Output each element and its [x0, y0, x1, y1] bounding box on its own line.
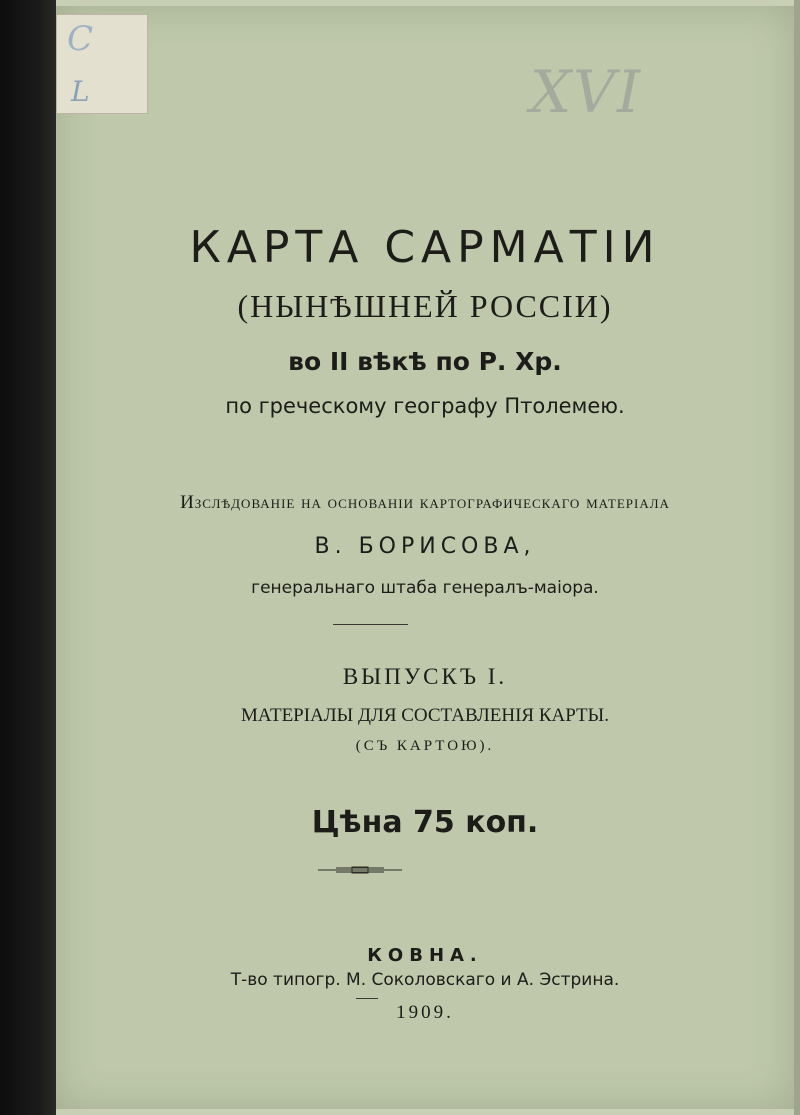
- author-name: В. БОРИСОВА,: [314, 534, 536, 559]
- publication-year: 1909.: [396, 1002, 454, 1023]
- century-line: во II вѣкѣ по Р. Хр.: [288, 347, 562, 376]
- issue-title: МАТЕРІАЛЫ ДЛЯ СОСТАВЛЕНІЯ КАРТЫ.: [241, 705, 609, 726]
- page-edge: [794, 0, 800, 1115]
- source-line: по греческому географу Птолемею.: [225, 394, 625, 418]
- research-line: Изслѣдованіе на основаніи картографическаго матеріала: [180, 492, 670, 513]
- issue-number: ВЫПУСКЪ I.: [342, 664, 508, 689]
- divider-rule: [333, 624, 408, 625]
- book-spine: [0, 0, 56, 1115]
- label-mark-top: С: [67, 19, 94, 59]
- book-subtitle: (НЫНѢШНЕЙ РОССІИ): [237, 288, 613, 324]
- ornament-rule: [318, 866, 402, 874]
- handwritten-shelfmark: XVI: [530, 58, 643, 126]
- short-rule: [356, 998, 378, 999]
- printer-line: Т-во типогр. М. Соколовскаго и А. Эстрина.: [230, 970, 620, 990]
- publication-city: КОВНА.: [367, 945, 483, 966]
- label-mark-bottom: L: [71, 75, 90, 108]
- library-label: [56, 14, 148, 114]
- with-map-note: (СЪ КАРТОЮ).: [355, 738, 495, 754]
- author-rank: генеральнаго штаба генералъ-маіора.: [251, 578, 599, 598]
- book-title: КАРТА САРМАТІИ: [189, 222, 661, 273]
- price-line: Цѣна 75 коп.: [311, 805, 539, 840]
